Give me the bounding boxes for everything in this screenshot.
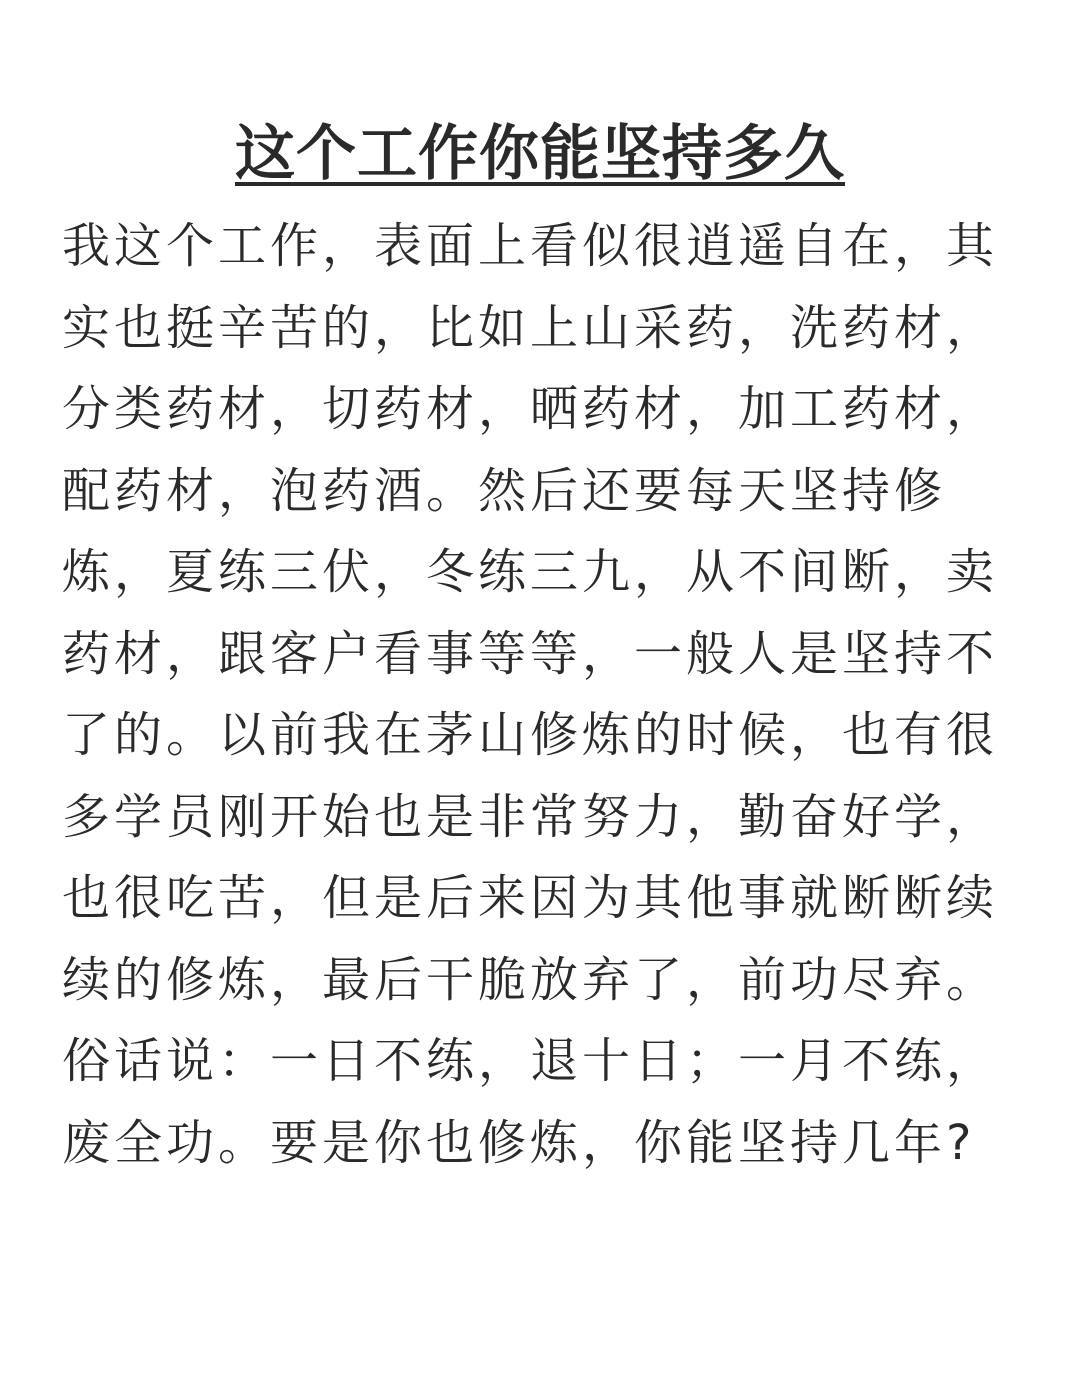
body-line: 实也挺辛苦的，比如上山采药，洗药材， [62, 299, 999, 356]
article-title-text: 这个工作你能坚持多久 [235, 119, 845, 189]
article-title [0, 118, 1080, 190]
body-line: 炼，夏练三伏，冬练三九，从不间断，卖 [62, 544, 999, 600]
body-line: 我这个工作，表面上看似很逍遥自在，其 [62, 218, 999, 274]
body-line: 也很吃苦，但是后来因为其他事就断断续 [62, 870, 999, 926]
body-line: 分类药材，切药材，晒药材，加工药材， [62, 381, 999, 437]
body-line: 续的修炼，最后干脆放弃了，前功尽弃。 [62, 951, 999, 1008]
body-line: 了的。以前我在茅山修炼的时候，也有很 [62, 707, 999, 763]
body-line: 俗话说：一日不练，退十日；一月不练， [62, 1033, 999, 1089]
article-body [62, 206, 1022, 1184]
body-line: 多学员刚开始也是非常努力，勤奋好学， [62, 788, 999, 845]
body-line: 废全功。要是你也修炼，你能坚持几年? [62, 1114, 976, 1171]
body-line: 药材，跟客户看事等等，一般人是坚持不 [62, 625, 999, 682]
body-line: 配药材，泡药酒。然后还要每天坚持修 [62, 462, 947, 519]
